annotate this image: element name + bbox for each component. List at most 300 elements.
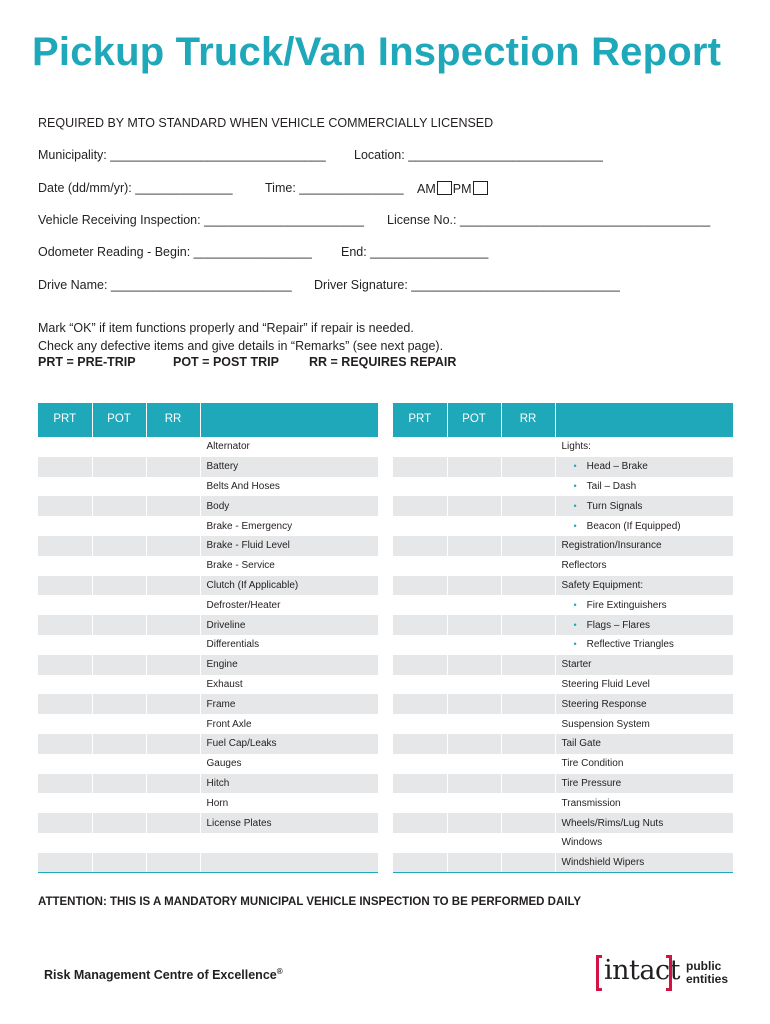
rr-cell[interactable] <box>501 853 555 873</box>
rr-cell[interactable] <box>501 536 555 556</box>
rr-cell[interactable] <box>501 457 555 477</box>
item-text: Fire Extinguishers <box>586 599 667 611</box>
table-row <box>393 496 733 516</box>
prt-cell[interactable] <box>38 635 92 655</box>
table-row <box>38 615 378 635</box>
instruction-line-2: Check any defective items and give details in “Remarks” (see next page). <box>38 339 444 353</box>
prt-cell[interactable] <box>393 595 447 615</box>
item-label <box>200 754 378 774</box>
table-row <box>393 556 733 576</box>
rr-cell[interactable] <box>501 595 555 615</box>
prt-cell[interactable] <box>38 675 92 695</box>
pot-cell[interactable] <box>92 576 146 596</box>
item-label <box>555 793 733 813</box>
rr-cell[interactable] <box>501 635 555 655</box>
rr-cell[interactable] <box>501 754 555 774</box>
pot-cell[interactable] <box>447 734 501 754</box>
pot-cell[interactable] <box>447 556 501 576</box>
attention-note: ATTENTION: THIS IS A MANDATORY MUNICIPAL VEHICLE INSPECTION TO BE PERFORMED DAILY <box>38 896 582 908</box>
table-row <box>38 496 378 516</box>
prt-cell[interactable] <box>393 615 447 635</box>
page-title: Pickup Truck/Van Inspection Report <box>32 30 722 74</box>
prt-cell[interactable] <box>38 516 92 536</box>
item-text: Wheels/Rims/Lug Nuts <box>561 817 664 829</box>
item-text: Tire Pressure <box>561 777 622 789</box>
item-label <box>555 437 733 457</box>
header-item <box>555 403 733 437</box>
item-label <box>200 477 378 497</box>
item-label <box>555 655 733 675</box>
item-label <box>555 556 733 576</box>
drive-name-field[interactable]: Drive Name: __________________________ <box>38 278 292 292</box>
item-label <box>555 694 733 714</box>
pot-cell[interactable] <box>92 437 146 457</box>
table-row <box>38 595 378 615</box>
table-row <box>38 833 378 853</box>
license-field[interactable]: License No.: ____________________________________ <box>387 213 711 227</box>
pm-checkbox[interactable] <box>473 181 488 195</box>
time-field[interactable]: Time: _______________ <box>265 181 404 195</box>
rr-cell[interactable] <box>146 457 200 477</box>
pot-cell[interactable] <box>92 813 146 833</box>
pot-cell[interactable] <box>92 655 146 675</box>
header-pot: POT <box>92 403 146 437</box>
item-text: Steering Response <box>561 698 647 710</box>
item-text: Tail – Dash <box>586 480 637 492</box>
table-row <box>393 833 733 853</box>
item-text: Steering Fluid Level <box>561 678 650 690</box>
item-text: Tail Gate <box>561 738 601 750</box>
item-text: Battery <box>206 461 239 473</box>
pot-cell[interactable] <box>92 615 146 635</box>
rr-cell[interactable] <box>501 516 555 536</box>
table-row <box>38 457 378 477</box>
bullet-icon: • <box>573 500 577 511</box>
rr-cell[interactable] <box>501 556 555 576</box>
prt-cell[interactable] <box>38 496 92 516</box>
item-text: Brake - Emergency <box>206 520 293 532</box>
prt-cell[interactable] <box>38 536 92 556</box>
item-text: Head – Brake <box>586 461 648 473</box>
pot-cell[interactable] <box>447 477 501 497</box>
rr-cell[interactable] <box>501 734 555 754</box>
item-text: Horn <box>206 797 229 809</box>
rr-cell[interactable] <box>501 477 555 497</box>
logo-bracket-left <box>596 955 602 991</box>
header-prt: PRT <box>393 403 447 437</box>
item-text: Exhaust <box>206 678 243 690</box>
item-text: Fuel Cap/Leaks <box>206 738 277 750</box>
table-row <box>393 615 733 635</box>
item-text: Alternator <box>206 441 250 453</box>
pot-cell[interactable] <box>92 675 146 695</box>
rr-cell[interactable] <box>146 496 200 516</box>
rr-cell[interactable] <box>146 635 200 655</box>
legend-pot: POT = POST TRIP <box>173 355 279 369</box>
table-row <box>393 754 733 774</box>
legend-prt: PRT = PRE-TRIP <box>38 355 136 369</box>
rr-cell[interactable] <box>501 437 555 457</box>
rr-cell[interactable] <box>501 655 555 675</box>
pot-cell[interactable] <box>92 536 146 556</box>
am-label: AM <box>417 182 436 196</box>
prt-cell[interactable] <box>393 694 447 714</box>
prt-cell[interactable] <box>38 595 92 615</box>
pot-cell[interactable] <box>447 714 501 734</box>
item-label <box>200 675 378 695</box>
item-label <box>200 556 378 576</box>
rr-cell[interactable] <box>146 536 200 556</box>
item-text: Windshield Wipers <box>561 856 645 868</box>
pot-cell[interactable] <box>447 516 501 536</box>
item-text: Safety Equipment: <box>561 579 644 591</box>
table-row <box>393 793 733 813</box>
rr-cell[interactable] <box>146 694 200 714</box>
pot-cell[interactable] <box>447 694 501 714</box>
rr-cell[interactable] <box>146 774 200 794</box>
rr-cell[interactable] <box>501 615 555 635</box>
item-text: Clutch (If Applicable) <box>206 579 299 591</box>
checklist-left <box>38 403 378 873</box>
item-label <box>555 516 733 536</box>
pot-cell[interactable] <box>92 734 146 754</box>
table-row <box>38 516 378 536</box>
pot-cell[interactable] <box>92 635 146 655</box>
item-label <box>200 833 378 853</box>
item-text: Windows <box>561 837 603 849</box>
rr-cell[interactable] <box>501 833 555 853</box>
pot-cell[interactable] <box>92 457 146 477</box>
table-row <box>38 655 378 675</box>
item-text: Suspension System <box>561 718 650 730</box>
table-row <box>38 754 378 774</box>
prt-cell[interactable] <box>38 793 92 813</box>
bullet-icon: • <box>573 599 577 610</box>
pot-cell[interactable] <box>92 853 146 873</box>
table-row <box>393 675 733 695</box>
pot-cell[interactable] <box>92 496 146 516</box>
prt-cell[interactable] <box>393 714 447 734</box>
am-checkbox[interactable] <box>437 181 452 195</box>
prt-cell[interactable] <box>38 714 92 734</box>
item-label <box>555 734 733 754</box>
pot-cell[interactable] <box>92 595 146 615</box>
item-label <box>200 734 378 754</box>
item-label <box>555 536 733 556</box>
item-label <box>200 635 378 655</box>
pm-label: PM <box>452 182 472 196</box>
pot-cell[interactable] <box>447 853 501 873</box>
prt-cell[interactable] <box>393 754 447 774</box>
item-text: Starter <box>561 659 592 671</box>
rr-cell[interactable] <box>146 615 200 635</box>
prt-cell[interactable] <box>393 536 447 556</box>
registered-mark: ® <box>276 967 283 976</box>
item-text: Front Axle <box>206 718 252 730</box>
prt-cell[interactable] <box>38 813 92 833</box>
table-row <box>393 635 733 655</box>
header-rr: RR <box>501 403 555 437</box>
pot-cell[interactable] <box>447 635 501 655</box>
header-pot: POT <box>447 403 501 437</box>
item-text: Flags – Flares <box>586 619 651 631</box>
table-row <box>393 655 733 675</box>
item-label <box>200 496 378 516</box>
pot-cell[interactable] <box>447 675 501 695</box>
item-label <box>200 813 378 833</box>
driver-signature-field[interactable]: Driver Signature: ______________________________ <box>314 278 620 292</box>
item-label <box>555 714 733 734</box>
pot-cell[interactable] <box>447 615 501 635</box>
prt-cell[interactable] <box>38 576 92 596</box>
item-text: Frame <box>206 698 236 710</box>
table-row <box>393 734 733 754</box>
rr-cell[interactable] <box>146 675 200 695</box>
pot-cell[interactable] <box>92 556 146 576</box>
prt-cell[interactable] <box>393 635 447 655</box>
prt-cell[interactable] <box>38 853 92 873</box>
pot-cell[interactable] <box>92 774 146 794</box>
pot-cell[interactable] <box>447 793 501 813</box>
logo-subtext-line2: entities <box>686 972 729 986</box>
odometer-end-field[interactable]: End: _________________ <box>341 245 489 259</box>
table-row <box>38 556 378 576</box>
prt-cell[interactable] <box>393 833 447 853</box>
header-rr: RR <box>146 403 200 437</box>
prt-cell[interactable] <box>393 853 447 873</box>
instruction-line-1: Mark “OK” if item functions properly and “Repair” if repair is needed. <box>38 321 414 335</box>
rr-cell[interactable] <box>146 595 200 615</box>
item-text: Reflective Triangles <box>586 639 674 651</box>
item-text: Body <box>206 500 230 512</box>
table-row <box>38 734 378 754</box>
item-label <box>555 615 733 635</box>
item-text: Driveline <box>206 619 246 631</box>
pot-cell[interactable] <box>447 813 501 833</box>
bullet-icon: • <box>573 480 577 491</box>
pot-cell[interactable] <box>92 833 146 853</box>
item-label <box>555 675 733 695</box>
item-text: Defroster/Heater <box>206 599 281 611</box>
item-label <box>200 595 378 615</box>
item-label <box>555 595 733 615</box>
rr-cell[interactable] <box>501 714 555 734</box>
item-text: License Plates <box>206 817 272 829</box>
legend-rr: RR = REQUIRES REPAIR <box>309 355 457 369</box>
pot-cell[interactable] <box>92 516 146 536</box>
footer-organization <box>44 967 283 982</box>
prt-cell[interactable] <box>393 457 447 477</box>
table-row <box>393 714 733 734</box>
rr-cell[interactable] <box>146 556 200 576</box>
rr-cell[interactable] <box>146 655 200 675</box>
item-text: Hitch <box>206 777 230 789</box>
pot-cell[interactable] <box>447 655 501 675</box>
prt-cell[interactable] <box>38 437 92 457</box>
pot-cell[interactable] <box>92 793 146 813</box>
prt-cell[interactable] <box>393 655 447 675</box>
instructions <box>38 319 443 355</box>
item-label <box>200 536 378 556</box>
prt-cell[interactable] <box>393 813 447 833</box>
prt-cell[interactable] <box>393 774 447 794</box>
table-row <box>38 536 378 556</box>
rr-cell[interactable] <box>501 774 555 794</box>
prt-cell[interactable] <box>393 793 447 813</box>
pot-cell[interactable] <box>92 754 146 774</box>
table-row <box>393 516 733 536</box>
item-label <box>200 457 378 477</box>
rr-cell[interactable] <box>146 437 200 457</box>
table-row <box>393 595 733 615</box>
item-label <box>555 833 733 853</box>
bullet-icon: • <box>573 461 577 472</box>
table-row <box>393 813 733 833</box>
table-row <box>393 536 733 556</box>
intact-logo <box>596 955 736 995</box>
item-text: Tire Condition <box>561 758 624 770</box>
item-text: Brake - Fluid Level <box>206 540 290 552</box>
vehicle-receiving-field[interactable]: Vehicle Receiving Inspection: _______________________ <box>38 213 364 227</box>
pot-cell[interactable] <box>447 576 501 596</box>
prt-cell[interactable] <box>38 734 92 754</box>
prt-cell[interactable] <box>393 675 447 695</box>
item-text: Differentials <box>206 639 260 651</box>
table-row <box>38 635 378 655</box>
logo-word: intact <box>604 955 680 986</box>
item-label <box>200 516 378 536</box>
table-row <box>393 694 733 714</box>
prt-cell[interactable] <box>38 556 92 576</box>
bullet-icon: • <box>573 619 577 630</box>
prt-cell[interactable] <box>393 734 447 754</box>
rr-cell[interactable] <box>146 734 200 754</box>
item-label <box>555 774 733 794</box>
table-row <box>393 437 733 457</box>
municipality-field[interactable]: Municipality: _______________________________ <box>38 148 326 162</box>
required-note: REQUIRED BY MTO STANDARD WHEN VEHICLE COMMERCIALLY LICENSED <box>38 116 494 130</box>
item-text: Registration/Insurance <box>561 540 662 552</box>
table-row <box>393 576 733 596</box>
table-row <box>393 774 733 794</box>
table-row <box>393 457 733 477</box>
prt-cell[interactable] <box>393 556 447 576</box>
table-row <box>38 813 378 833</box>
pot-cell[interactable] <box>447 754 501 774</box>
table-row <box>393 477 733 497</box>
prt-cell[interactable] <box>393 496 447 516</box>
rr-cell[interactable] <box>146 516 200 536</box>
table-row <box>38 576 378 596</box>
pot-cell[interactable] <box>447 496 501 516</box>
pot-cell[interactable] <box>447 595 501 615</box>
item-text: Brake - Service <box>206 560 275 572</box>
prt-cell[interactable] <box>38 774 92 794</box>
prt-cell[interactable] <box>38 833 92 853</box>
rr-cell[interactable] <box>146 813 200 833</box>
prt-cell[interactable] <box>38 457 92 477</box>
rr-cell[interactable] <box>146 576 200 596</box>
rr-cell[interactable] <box>501 496 555 516</box>
item-label <box>200 774 378 794</box>
item-label <box>555 457 733 477</box>
prt-cell[interactable] <box>393 576 447 596</box>
item-label <box>200 576 378 596</box>
logo-subtext-line1: public <box>686 959 722 973</box>
pot-cell[interactable] <box>92 714 146 734</box>
table-row <box>38 694 378 714</box>
table-row <box>38 714 378 734</box>
table-row <box>38 853 378 873</box>
rr-cell[interactable] <box>501 813 555 833</box>
rr-cell[interactable] <box>146 754 200 774</box>
rr-cell[interactable] <box>146 477 200 497</box>
item-label <box>200 714 378 734</box>
prt-cell[interactable] <box>38 477 92 497</box>
prt-cell[interactable] <box>393 437 447 457</box>
prt-cell[interactable] <box>393 477 447 497</box>
table-row <box>38 437 378 457</box>
item-text: Gauges <box>206 758 242 770</box>
prt-cell[interactable] <box>38 615 92 635</box>
prt-cell[interactable] <box>38 694 92 714</box>
prt-cell[interactable] <box>38 655 92 675</box>
rr-cell[interactable] <box>146 793 200 813</box>
pot-cell[interactable] <box>92 477 146 497</box>
item-label <box>555 496 733 516</box>
rr-cell[interactable] <box>146 833 200 853</box>
rr-cell[interactable] <box>501 576 555 596</box>
table-row <box>393 853 733 873</box>
date-field[interactable]: Date (dd/mm/yr): ______________ <box>38 181 233 195</box>
footer-text: Risk Management Centre of Excellence <box>44 968 277 983</box>
rr-cell[interactable] <box>501 675 555 695</box>
logo-bracket-right <box>666 955 672 991</box>
item-label <box>555 853 733 873</box>
table-row <box>38 477 378 497</box>
item-label <box>555 576 733 596</box>
prt-cell[interactable] <box>393 516 447 536</box>
item-label <box>200 437 378 457</box>
rr-cell[interactable] <box>146 714 200 734</box>
rr-cell[interactable] <box>501 694 555 714</box>
item-label <box>200 615 378 635</box>
item-text: Turn Signals <box>586 500 643 512</box>
rr-cell[interactable] <box>501 793 555 813</box>
item-text: Engine <box>206 659 238 671</box>
rr-cell[interactable] <box>146 853 200 873</box>
header-item <box>200 403 378 437</box>
pot-cell[interactable] <box>447 833 501 853</box>
item-label <box>555 635 733 655</box>
odometer-begin-field[interactable]: Odometer Reading - Begin: _________________ <box>38 245 312 259</box>
prt-cell[interactable] <box>38 754 92 774</box>
pot-cell[interactable] <box>92 694 146 714</box>
pot-cell[interactable] <box>447 774 501 794</box>
item-label <box>200 853 378 873</box>
item-text: Beacon (If Equipped) <box>586 520 681 532</box>
location-field[interactable]: Location: ____________________________ <box>354 148 603 162</box>
bullet-icon: • <box>573 639 577 650</box>
pot-cell[interactable] <box>447 437 501 457</box>
item-text: Belts And Hoses <box>206 480 280 492</box>
pot-cell[interactable] <box>447 457 501 477</box>
table-row <box>38 793 378 813</box>
item-text: Lights: <box>561 441 591 453</box>
logo-subtext <box>686 960 728 986</box>
pot-cell[interactable] <box>447 536 501 556</box>
item-label <box>555 754 733 774</box>
